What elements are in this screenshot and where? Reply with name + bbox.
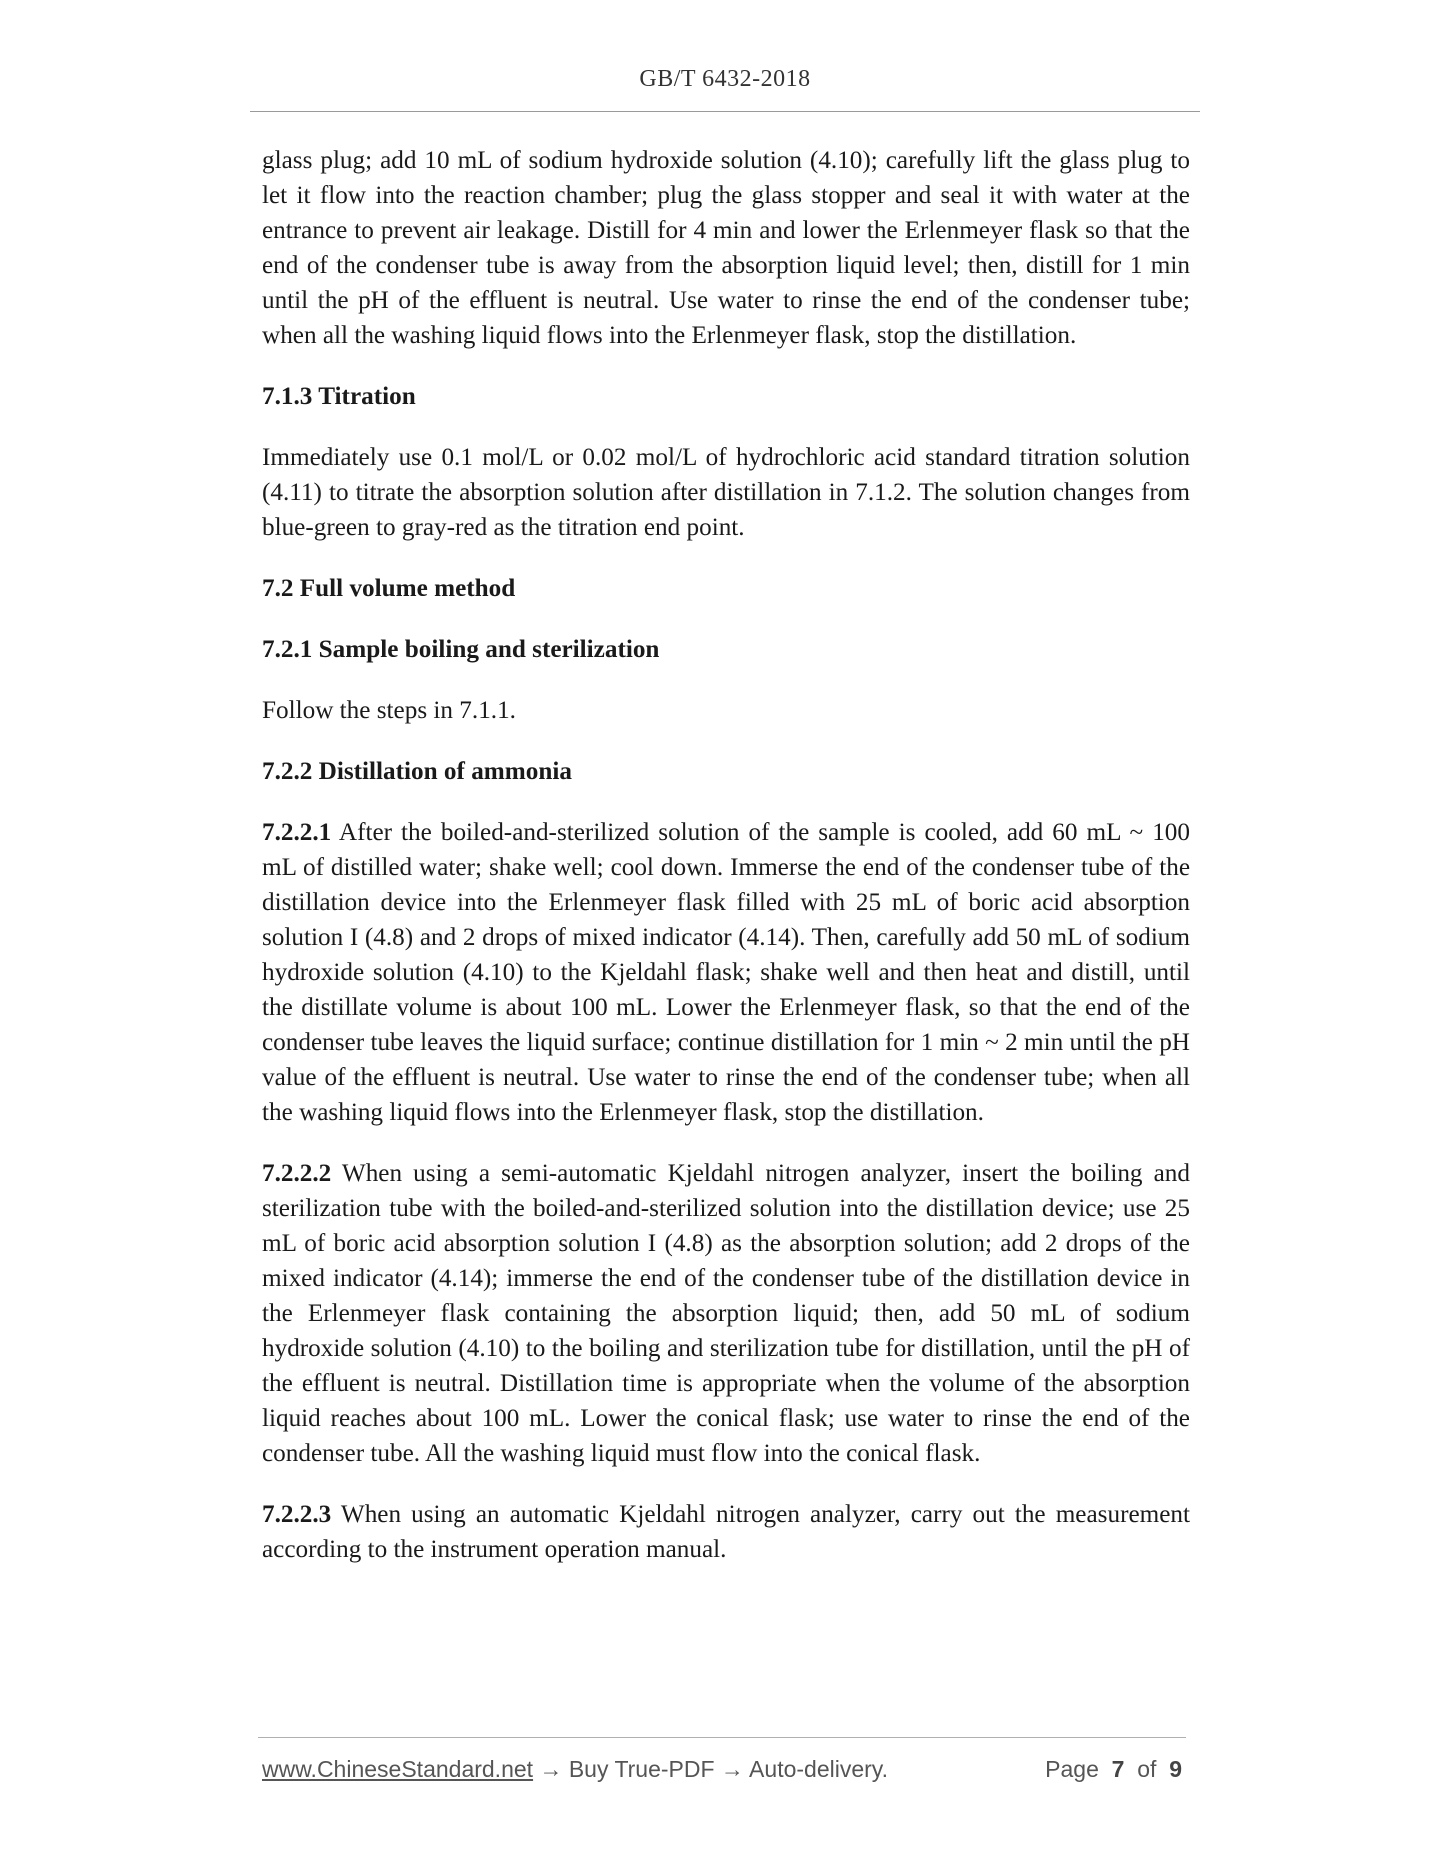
paragraph-7-2-2-2 <box>262 1156 1190 1471</box>
clause-number-7-2-2-1: 7.2.2.1 <box>262 819 332 846</box>
clause-text-7-2-2-1: After the boiled-and-sterilized solution of the sample is cooled, add 60 mL ~ 100 mL of distilled water; shake well; cool down. Immerse the end of the condenser tube of the distillation device into the Erlenmeyer flask filled with 25 mL of boric acid absorption solution I (4.8) and 2 drops of mixed indicator (4.14). Then, carefully add 50 mL of sodium hydroxide solution (4.10) to the Kjeldahl flask; shake well and then heat and distill, until the distillate volume is about 100 mL. Lower the Erlenmeyer flask, so that the end of the condenser tube leaves the liquid surface; continue distillation for 1 min ~ 2 min until the pH value of the effluent is neutral. Use water to rinse the end of the condenser tube; when all the washing liquid flows into the Erlenmeyer flask, stop the distillation. <box>262 819 1190 1126</box>
clause-number-7-2-2-3: 7.2.2.3 <box>262 1501 332 1528</box>
heading-7-2: 7.2 Full volume method <box>262 575 516 602</box>
footer-tagline: → Buy True-PDF → Auto-delivery. <box>533 1756 888 1782</box>
clause-number-7-2-2-2: 7.2.2.2 <box>262 1160 332 1187</box>
page-counter <box>1045 1756 1182 1783</box>
clause-text-7-2-2-2: When using a semi-automatic Kjeldahl nitrogen analyzer, insert the boiling and sterilization tube with the boiled-and-sterilized solution into the distillation device; use 25 mL of boric acid absorption solution I (4.8) as the absorption solution; add 2 drops of the mixed indicator (4.14); immerse the end of the condenser tube of the distillation device in the Erlenmeyer flask containing the absorption liquid; then, add 50 mL of sodium hydroxide solution (4.10) to the boiling and sterilization tube for distillation, until the pH of the effluent is neutral. Distillation time is appropriate when the volume of the absorption liquid reaches about 100 mL. Lower the conical flask; use water to rinse the end of the condenser tube. All the washing liquid must flow into the conical flask. <box>262 1160 1190 1467</box>
page-current: 7 <box>1111 1756 1125 1782</box>
header-divider <box>250 111 1200 112</box>
footer-divider <box>258 1737 1186 1738</box>
heading-7-1-3: 7.1.3 Titration <box>262 383 416 410</box>
heading-7-2-1: 7.2.1 Sample boiling and sterilization <box>262 636 660 663</box>
page-body <box>262 143 1190 1593</box>
paragraph-titration: Immediately use 0.1 mol/L or 0.02 mol/L of hydrochloric acid standard titration solution (4.11) to titrate the absorption solution after distillation in 7.1.2. The solution changes from blue-green to gray-red as the titration end point. <box>262 444 1190 541</box>
page-total: 9 <box>1169 1756 1182 1782</box>
paragraph-distillation-continued: glass plug; add 10 mL of sodium hydroxide solution (4.10); carefully lift the glass plug to let it flow into the reaction chamber; plug the glass stopper and seal it with water at the entrance to prevent air leakage. Distill for 4 min and lower the Erlenmeyer flask so that the end of the condenser tube is away from the absorption liquid level; then, distill for 1 min until the pH of the effluent is neutral. Use water to rinse the end of the condenser tube; when all the washing liquid flows into the Erlenmeyer flask, stop the distillation. <box>262 147 1190 349</box>
of-word: of <box>1137 1756 1157 1782</box>
paragraph-7-2-2-3 <box>262 1497 1190 1567</box>
page-word: Page <box>1045 1756 1099 1782</box>
clause-text-7-2-2-3: When using an automatic Kjeldahl nitrogen analyzer, carry out the measurement according to the instrument operation manual. <box>262 1501 1190 1563</box>
heading-7-2-2: 7.2.2 Distillation of ammonia <box>262 758 572 785</box>
document-id-header: GB/T 6432-2018 <box>639 66 811 92</box>
page-footer <box>262 1756 1182 1783</box>
paragraph-7-2-2-1 <box>262 815 1190 1130</box>
website-link[interactable]: www.ChineseStandard.net <box>262 1756 534 1782</box>
paragraph-follow-steps: Follow the steps in 7.1.1. <box>262 697 516 724</box>
